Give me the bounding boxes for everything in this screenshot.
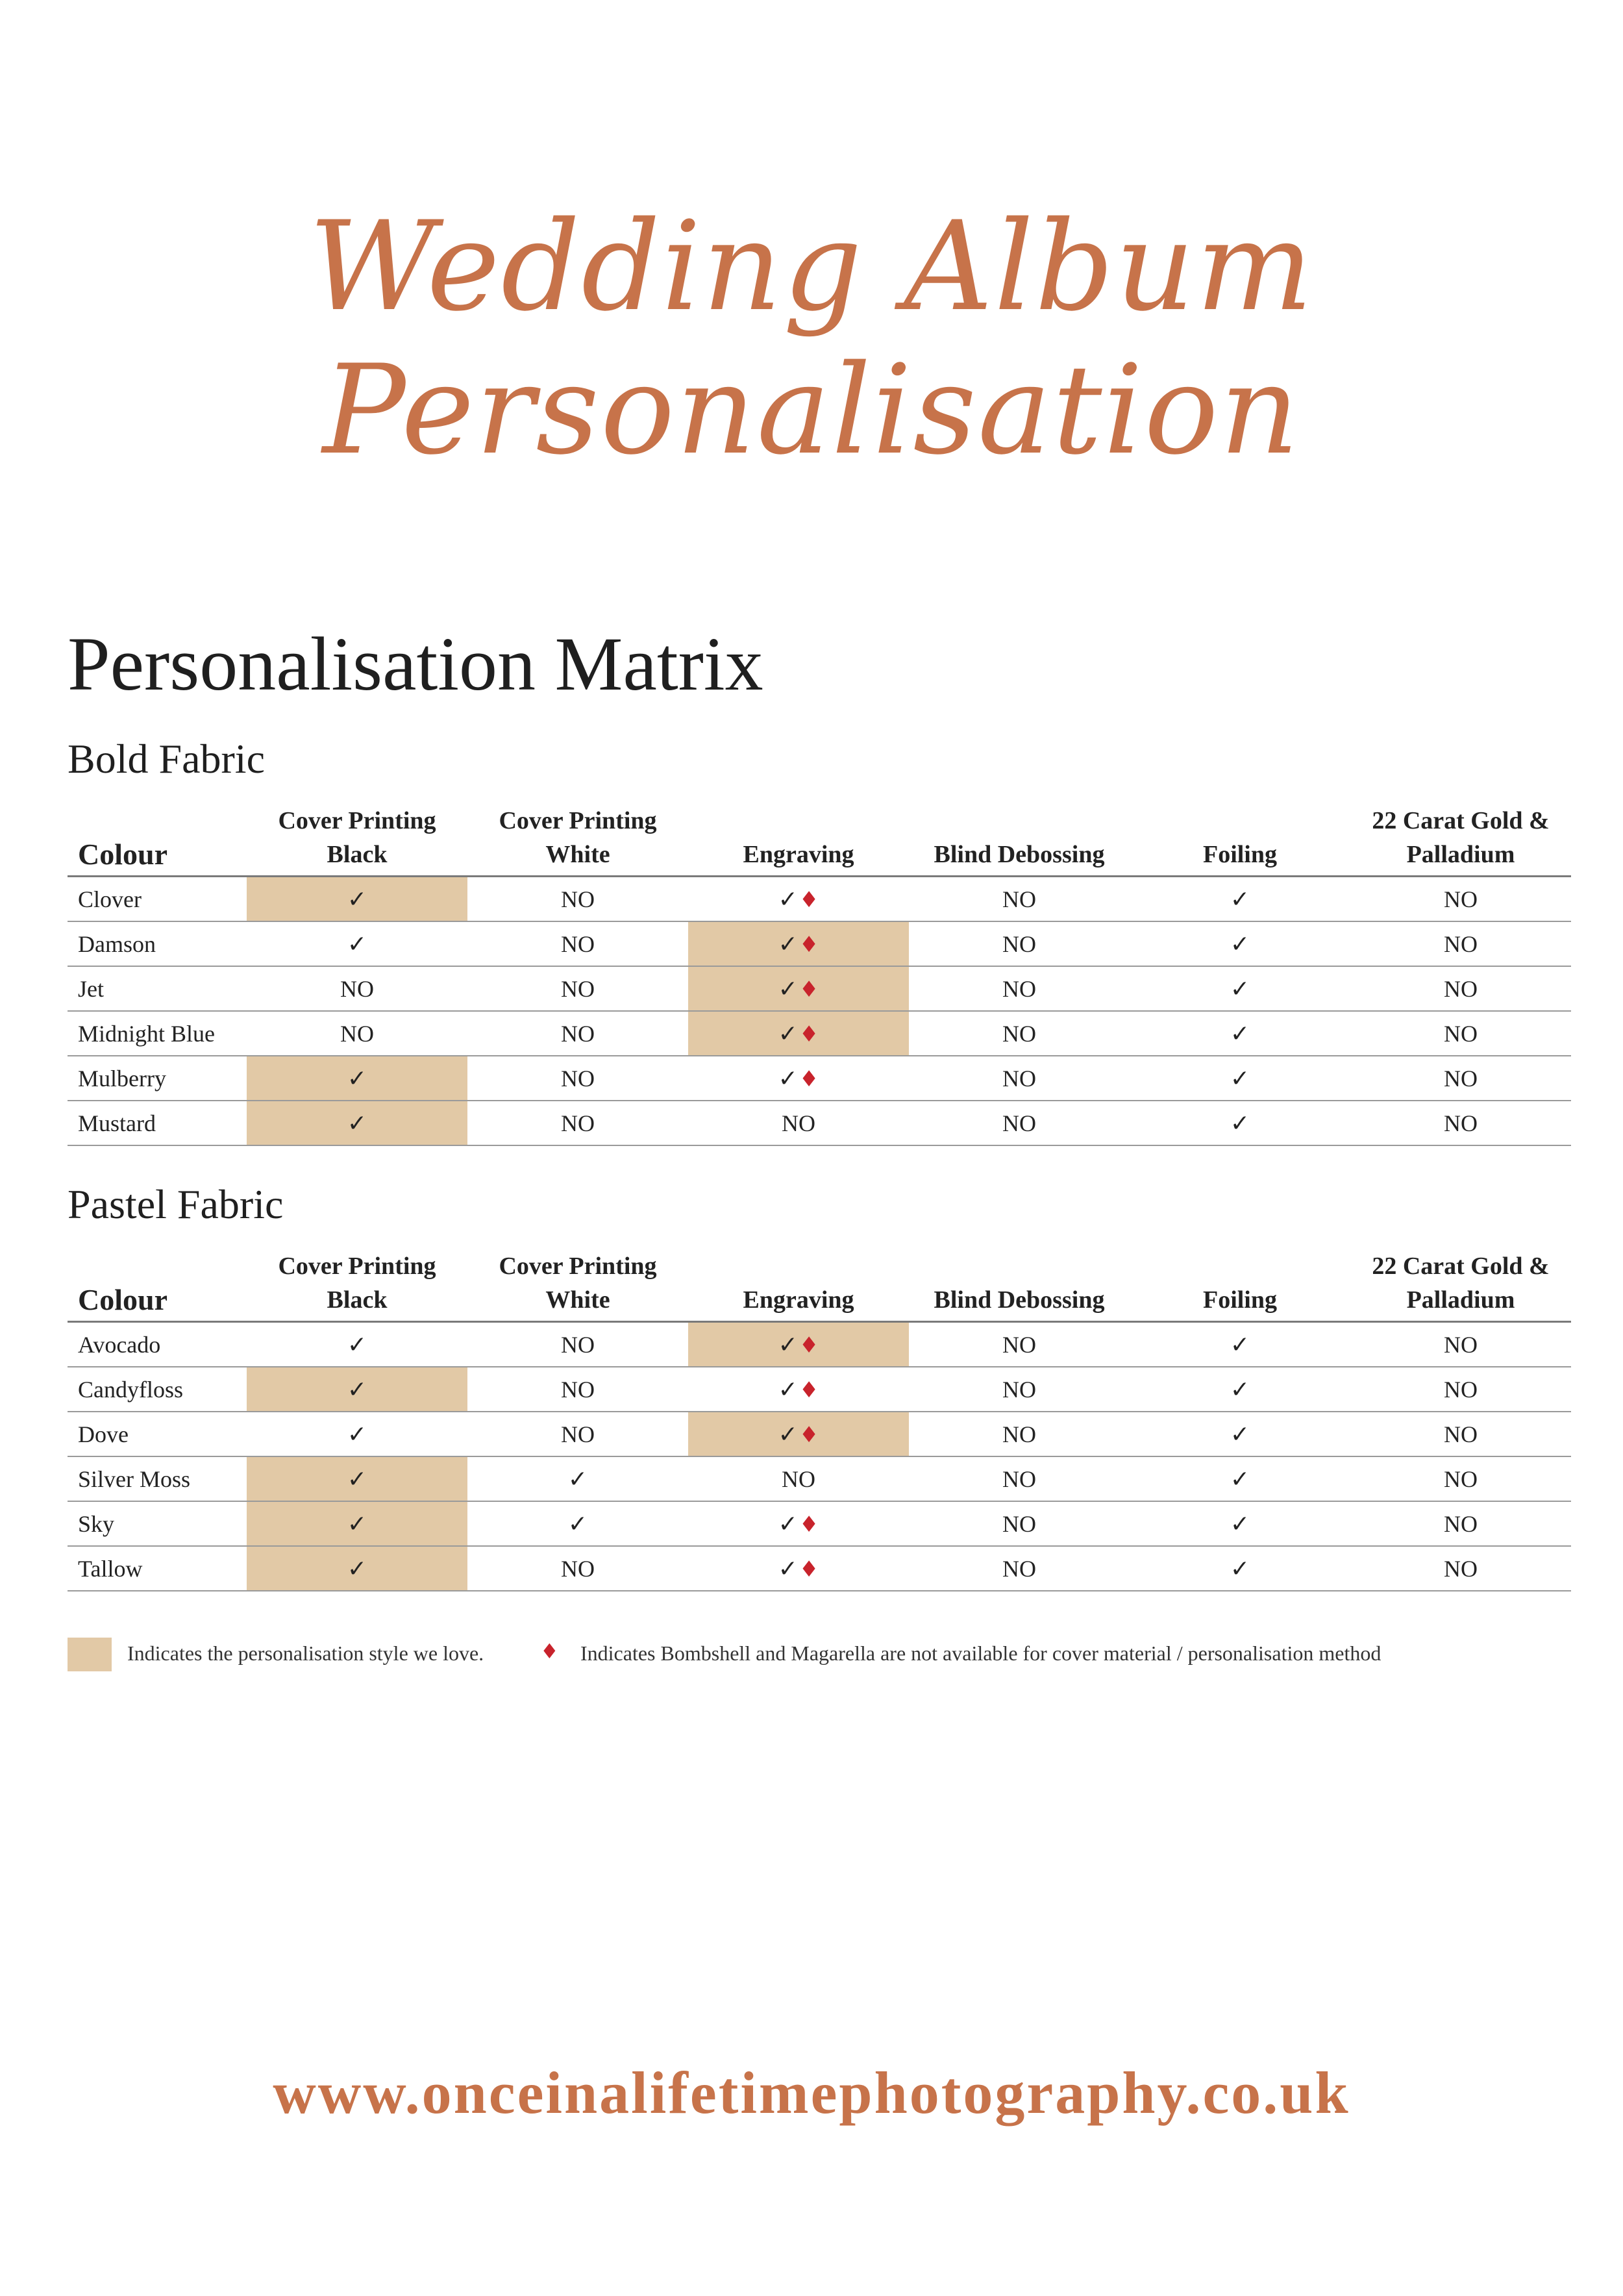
matrix-cell — [1130, 921, 1350, 966]
table-row — [68, 1101, 1571, 1145]
check-icon: ✓ — [347, 886, 367, 913]
matrix-cell: NO — [909, 966, 1130, 1011]
legend-diamond-text: Indicates Bombshell and Magarella are not available for cover material / personalisation method — [580, 1641, 1381, 1665]
matrix-cell — [1130, 1367, 1350, 1412]
diamond-icon: ♦ — [799, 1066, 819, 1092]
matrix-cell — [247, 1546, 467, 1591]
check-icon: ✓ — [347, 1466, 367, 1493]
table-row — [68, 1546, 1571, 1591]
blind-debossing-header: Blind Debossing — [934, 841, 1105, 868]
page-title: Wedding Album Personalisation — [308, 195, 1315, 482]
pastel-fabric-table — [68, 1249, 1571, 1591]
check-icon: ✓ — [778, 1421, 798, 1448]
matrix-cell: NO — [909, 1412, 1130, 1456]
matrix-cell — [247, 1056, 467, 1101]
matrix-cell: NO — [467, 966, 688, 1011]
colour-header: Colour — [78, 1283, 167, 1316]
matrix-cell — [467, 1501, 688, 1546]
legend-highlight-swatch — [68, 1638, 112, 1671]
colour-name: Dove — [68, 1412, 247, 1456]
matrix-cell: NO — [1350, 1322, 1571, 1367]
matrix-cell — [1130, 966, 1350, 1011]
matrix-cell: NO — [909, 1322, 1130, 1367]
matrix-cell — [688, 1367, 909, 1412]
check-icon: ✓ — [347, 930, 367, 958]
matrix-cell: NO — [1350, 1056, 1571, 1101]
colour-header: Colour — [78, 838, 167, 871]
matrix-cell: NO — [1350, 1101, 1571, 1145]
colour-name: Silver Moss — [68, 1456, 247, 1501]
table-header-row — [68, 804, 1571, 877]
diamond-icon: ♦ — [799, 1332, 819, 1358]
check-icon: ✓ — [567, 1466, 588, 1493]
bold-fabric-title: Bold Fabric — [68, 736, 265, 782]
check-icon: ✓ — [778, 930, 798, 958]
table-row — [68, 1056, 1571, 1101]
check-icon: ✓ — [347, 1555, 367, 1582]
colour-name: Mulberry — [68, 1056, 247, 1101]
check-icon: ✓ — [778, 1065, 798, 1092]
diamond-icon: ♦ — [799, 1421, 819, 1448]
colour-name: Sky — [68, 1501, 247, 1546]
matrix-cell — [1130, 1101, 1350, 1145]
matrix-cell: NO — [247, 966, 467, 1011]
cover-printing-white-header: Cover Printing White — [499, 807, 657, 868]
matrix-cell: NO — [909, 1501, 1130, 1546]
matrix-cell: NO — [1350, 966, 1571, 1011]
check-icon: ✓ — [1230, 1020, 1250, 1047]
check-icon: ✓ — [347, 1331, 367, 1358]
cover-printing-black-header: Cover Printing Black — [278, 1253, 436, 1314]
matrix-cell: NO — [909, 877, 1130, 922]
matrix-cell — [1130, 1056, 1350, 1101]
matrix-cell — [688, 1322, 909, 1367]
check-icon: ✓ — [1230, 1376, 1250, 1403]
table-row — [68, 1456, 1571, 1501]
matrix-cell — [247, 1412, 467, 1456]
table-row — [68, 1501, 1571, 1546]
matrix-cell: NO — [467, 1101, 688, 1145]
matrix-cell — [688, 1412, 909, 1456]
matrix-cell: NO — [1350, 1501, 1571, 1546]
check-icon: ✓ — [778, 1020, 798, 1047]
matrix-cell — [247, 1456, 467, 1501]
colour-name: Jet — [68, 966, 247, 1011]
blind-debossing-header: Blind Debossing — [934, 1286, 1105, 1314]
check-icon: ✓ — [1230, 1555, 1250, 1582]
website-url: www.onceinalifetimephotography.co.uk — [273, 2060, 1350, 2126]
check-icon: ✓ — [567, 1510, 588, 1538]
matrix-cell: NO — [1350, 921, 1571, 966]
matrix-cell: NO — [909, 1011, 1130, 1056]
cover-printing-white-header: Cover Printing White — [499, 1253, 657, 1314]
check-icon: ✓ — [1230, 1331, 1250, 1358]
matrix-cell: NO — [909, 1101, 1130, 1145]
pastel-fabric-rows — [68, 1322, 1571, 1591]
matrix-cell — [688, 1056, 909, 1101]
table-header-row — [68, 1249, 1571, 1322]
table-row — [68, 921, 1571, 966]
check-icon: ✓ — [1230, 1466, 1250, 1493]
matrix-cell — [247, 1101, 467, 1145]
gold-palladium-header: 22 Carat Gold & Palladium — [1372, 807, 1550, 868]
diamond-icon: ♦ — [540, 1639, 559, 1664]
matrix-cell — [247, 1367, 467, 1412]
foiling-header: Foiling — [1202, 1286, 1278, 1314]
matrix-cell — [247, 921, 467, 966]
matrix-cell — [1130, 877, 1350, 922]
diamond-icon: ♦ — [799, 886, 819, 913]
matrix-cell: NO — [909, 1546, 1130, 1591]
table-row — [68, 966, 1571, 1011]
check-icon: ✓ — [347, 1421, 367, 1448]
check-icon: ✓ — [778, 1555, 798, 1582]
bold-fabric-rows — [68, 877, 1571, 1146]
matrix-cell — [467, 1456, 688, 1501]
matrix-cell: NO — [688, 1101, 909, 1145]
diamond-icon: ♦ — [799, 1556, 819, 1582]
check-icon: ✓ — [1230, 1110, 1250, 1137]
colour-name: Candyfloss — [68, 1367, 247, 1412]
pastel-fabric-title: Pastel Fabric — [68, 1181, 284, 1227]
matrix-cell — [688, 877, 909, 922]
matrix-cell — [688, 921, 909, 966]
check-icon: ✓ — [347, 1065, 367, 1092]
diamond-icon: ♦ — [799, 931, 819, 958]
check-icon: ✓ — [1230, 930, 1250, 958]
check-icon: ✓ — [347, 1110, 367, 1137]
gold-palladium-header: 22 Carat Gold & Palladium — [1372, 1253, 1550, 1314]
check-icon: ✓ — [778, 1510, 798, 1538]
bold-fabric-table — [68, 804, 1571, 1146]
matrix-cell: NO — [909, 921, 1130, 966]
check-icon: ✓ — [778, 1331, 798, 1358]
engraving-header: Engraving — [743, 1286, 854, 1314]
matrix-cell: NO — [467, 877, 688, 922]
matrix-cell — [688, 1011, 909, 1056]
check-icon: ✓ — [778, 975, 798, 1003]
matrix-cell: NO — [1350, 1412, 1571, 1456]
table-row — [68, 1412, 1571, 1456]
table-row — [68, 877, 1571, 922]
table-row — [68, 1011, 1571, 1056]
matrix-cell — [688, 966, 909, 1011]
check-icon: ✓ — [1230, 1510, 1250, 1538]
matrix-cell — [688, 1546, 909, 1591]
matrix-cell: NO — [909, 1056, 1130, 1101]
matrix-cell — [247, 1501, 467, 1546]
check-icon: ✓ — [1230, 1065, 1250, 1092]
matrix-cell: NO — [688, 1456, 909, 1501]
colour-name: Midnight Blue — [68, 1011, 247, 1056]
matrix-cell: NO — [1350, 1546, 1571, 1591]
check-icon: ✓ — [1230, 1421, 1250, 1448]
diamond-icon: ♦ — [799, 1377, 819, 1403]
engraving-header: Engraving — [743, 841, 854, 868]
matrix-cell — [1130, 1456, 1350, 1501]
colour-name: Clover — [68, 877, 247, 922]
matrix-cell — [688, 1501, 909, 1546]
matrix-cell: NO — [1350, 1367, 1571, 1412]
matrix-cell — [1130, 1322, 1350, 1367]
matrix-cell: NO — [467, 1322, 688, 1367]
diamond-icon: ♦ — [799, 1021, 819, 1047]
check-icon: ✓ — [347, 1376, 367, 1403]
legend-love-text: Indicates the personalisation style we love. — [127, 1641, 484, 1665]
matrix-cell — [247, 877, 467, 922]
matrix-cell — [1130, 1501, 1350, 1546]
matrix-cell — [1130, 1546, 1350, 1591]
matrix-cell: NO — [1350, 1011, 1571, 1056]
matrix-cell: NO — [467, 1367, 688, 1412]
foiling-header: Foiling — [1202, 841, 1278, 868]
matrix-cell — [247, 1322, 467, 1367]
check-icon: ✓ — [1230, 975, 1250, 1003]
cover-printing-black-header: Cover Printing Black — [278, 807, 436, 868]
matrix-cell — [1130, 1412, 1350, 1456]
check-icon: ✓ — [1230, 886, 1250, 913]
legend — [68, 1638, 1571, 1677]
check-icon: ✓ — [347, 1510, 367, 1538]
table-row — [68, 1322, 1571, 1367]
colour-name: Mustard — [68, 1101, 247, 1145]
matrix-cell: NO — [909, 1456, 1130, 1501]
check-icon: ✓ — [778, 1376, 798, 1403]
matrix-cell: NO — [467, 1056, 688, 1101]
matrix-cell: NO — [1350, 877, 1571, 922]
matrix-cell: NO — [467, 1546, 688, 1591]
matrix-cell: NO — [247, 1011, 467, 1056]
matrix-cell — [1130, 1011, 1350, 1056]
colour-name: Avocado — [68, 1322, 247, 1367]
matrix-cell: NO — [467, 921, 688, 966]
colour-name: Damson — [68, 921, 247, 966]
diamond-icon: ♦ — [799, 976, 819, 1003]
colour-name: Tallow — [68, 1546, 247, 1591]
matrix-cell: NO — [467, 1412, 688, 1456]
table-row — [68, 1367, 1571, 1412]
matrix-cell: NO — [1350, 1456, 1571, 1501]
matrix-cell: NO — [467, 1011, 688, 1056]
matrix-cell: NO — [909, 1367, 1130, 1412]
matrix-title: Personalisation Matrix — [68, 621, 763, 706]
diamond-icon: ♦ — [799, 1511, 819, 1538]
check-icon: ✓ — [778, 886, 798, 913]
